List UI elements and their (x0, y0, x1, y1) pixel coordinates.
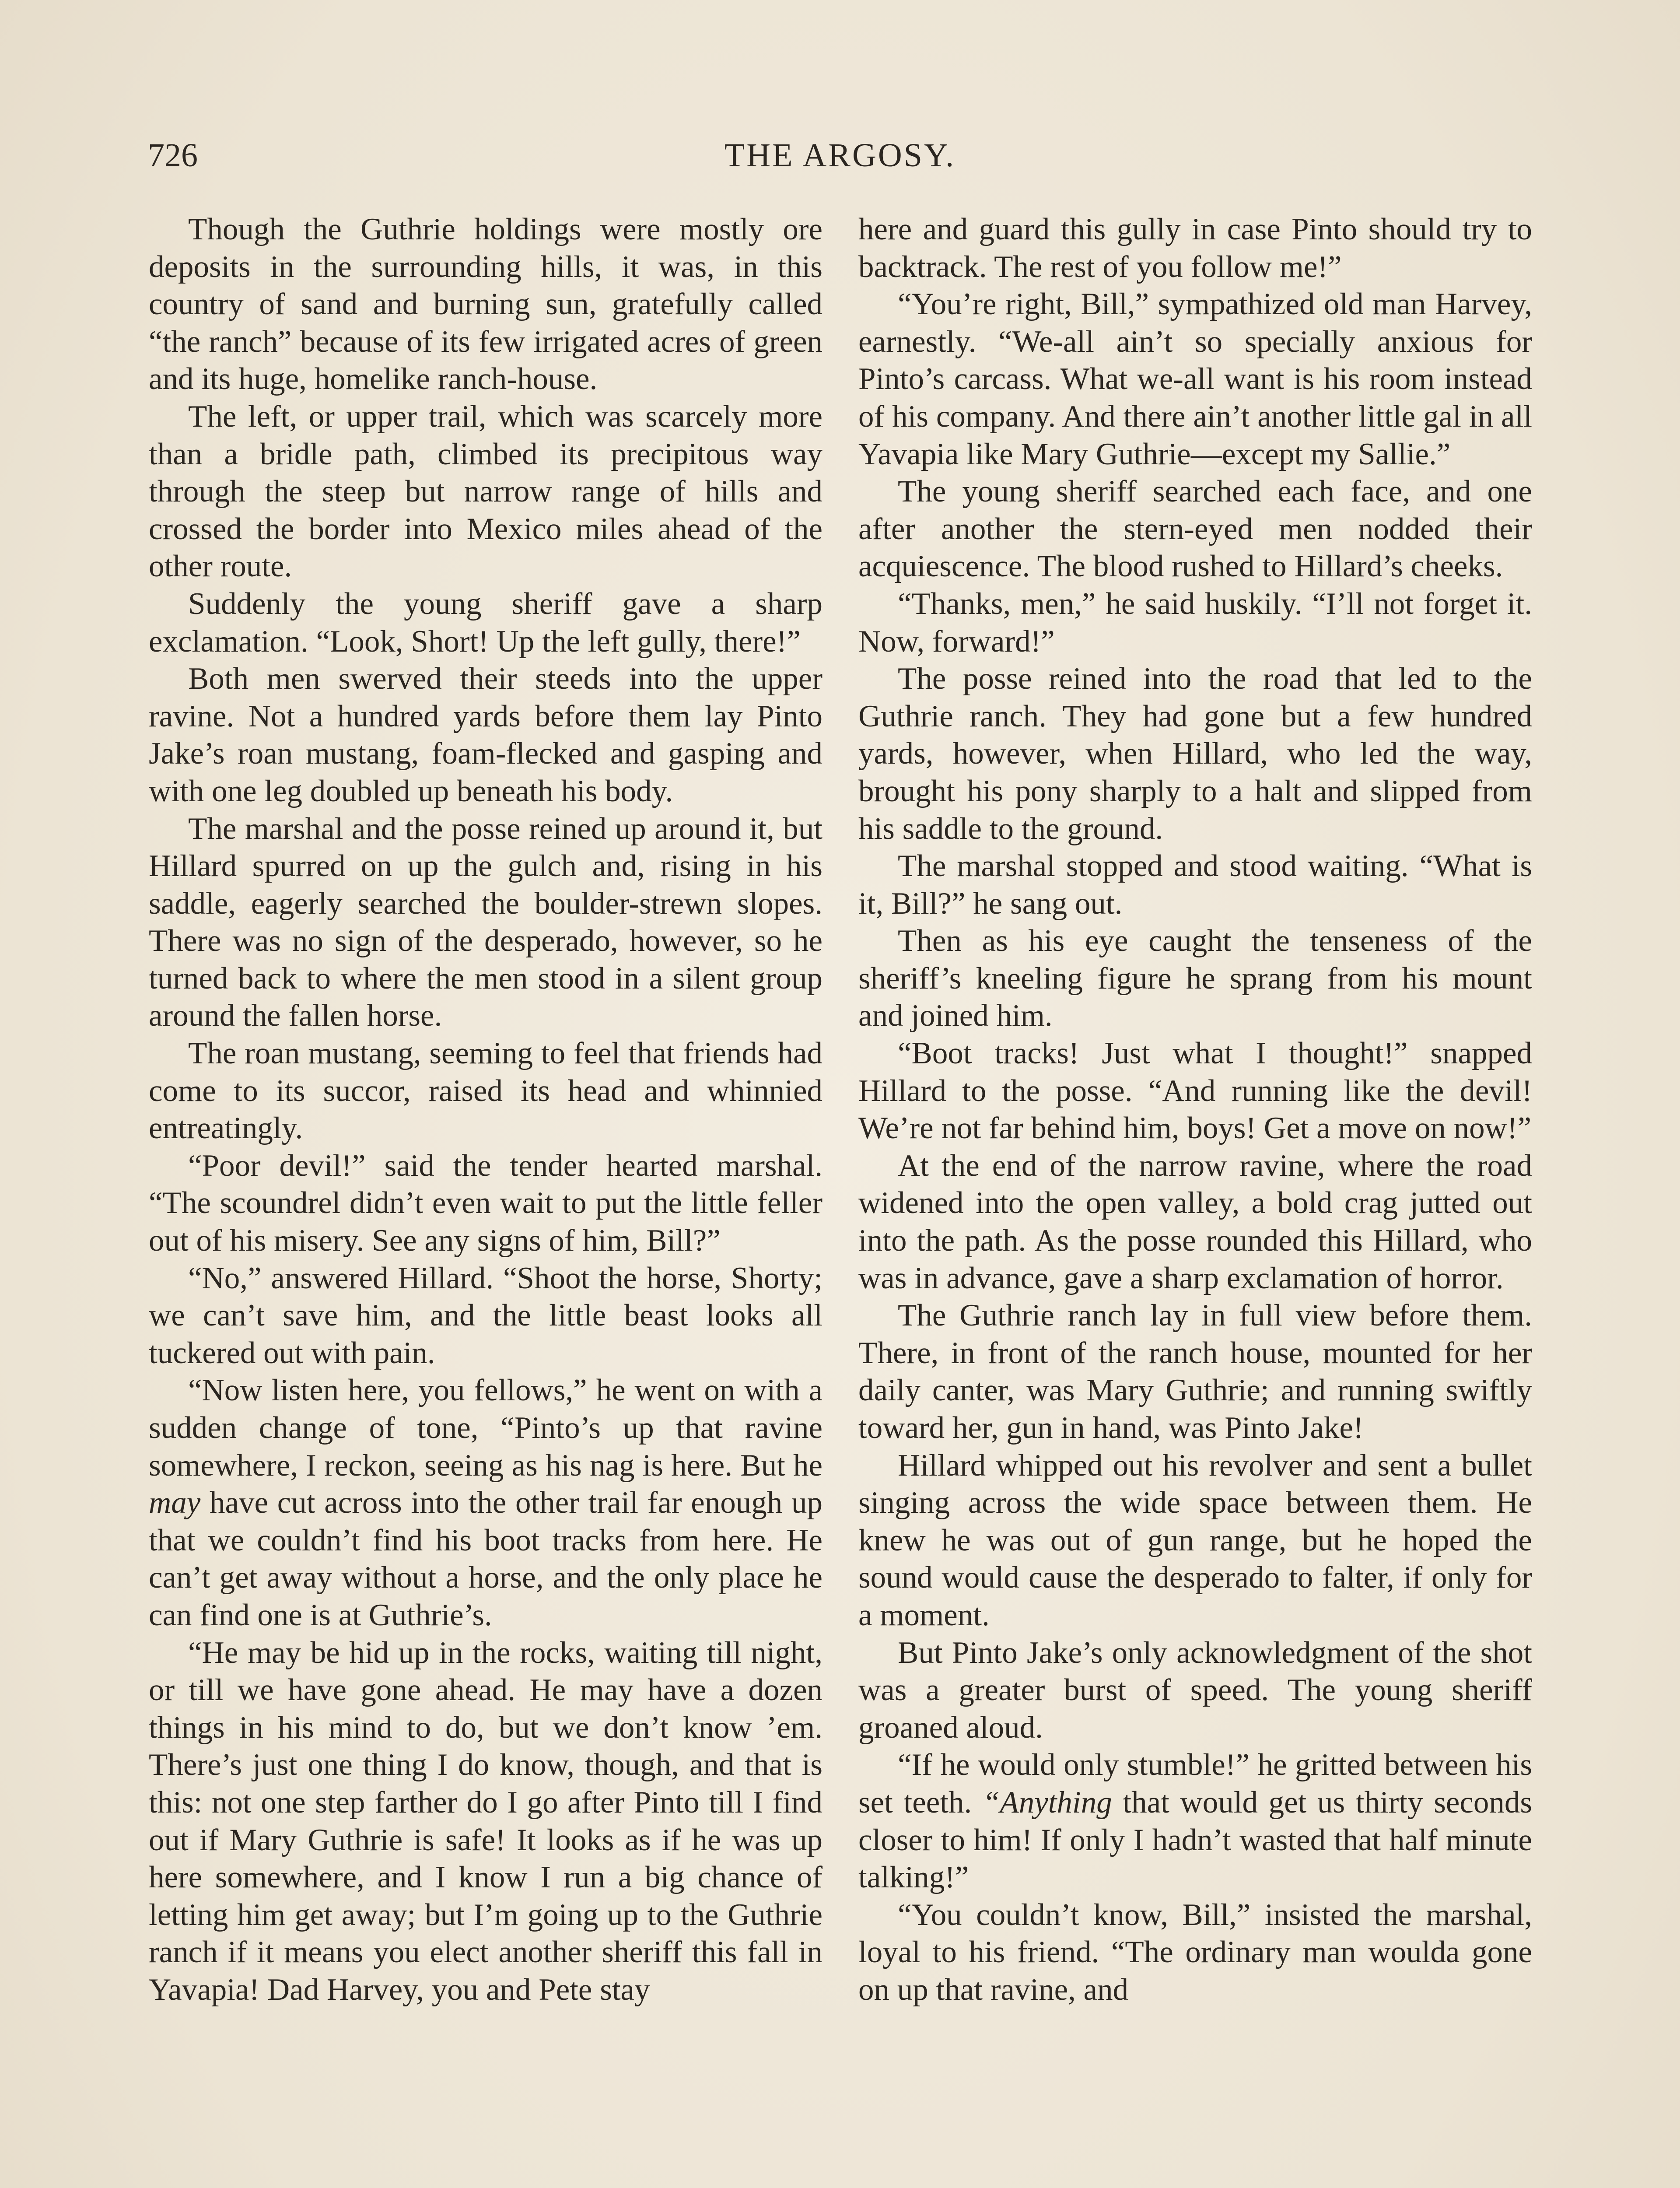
paragraph: “Boot tracks! Just what I thought!” snapped Hillard to the posse. “And running like the devil! We’re not far behind him, boys! Get a move on now!” (858, 1036, 1532, 1146)
page-number: 726 (148, 137, 198, 174)
paragraph: The marshal stopped and stood waiting. “What is it, Bill?” he sang out. (858, 849, 1532, 921)
paragraph-continued: here and guard this gully in case Pinto should try to backtrack. The rest of you follow me!” (858, 212, 1532, 284)
paragraph: But Pinto Jake’s only acknowledgment of the shot was a greater burst of speed. The young sheriff groaned aloud. (858, 1635, 1532, 1745)
paragraph: The Guthrie ranch lay in full view before them. There, in front of the ranch house, mounted for her daily canter, was Mary Guthrie; and running swiftly toward her, gun in hand, was Pinto Jake! (858, 1298, 1532, 1445)
paragraph: The posse reined into the road that led to the Guthrie ranch. They had gone but a few hundred yards, however, when Hillard, who led the way, brought his pony sharply to a halt and slipped from his saddle to the ground. (858, 662, 1532, 846)
paragraph: “Poor devil!” said the tender hearted marshal. “The scoundrel didn’t even wait to put the little feller out of his misery. See any signs of him, Bill?” (149, 1148, 822, 1258)
paragraph: The roan mustang, seeming to feel that friends had come to its succor, raised its head and whinnied entreatingly. (149, 1036, 822, 1146)
paragraph: The marshal and the posse reined up around it, but Hillard spurred on up the gulch and, rising in his saddle, eagerly searched the boulder-strewn slopes. There was no sign of the desperado, however, so he turned back to where the men stood in a silent group around the fallen horse. (149, 811, 822, 1033)
running-head: THE ARGOSY. (724, 137, 956, 174)
paragraph: Both men swerved their steeds into the upper ravine. Not a hundred yards before them lay Pinto Jake’s roan mustang, foam-flecked and gasping and with one leg doubled up beneath his body. (149, 662, 822, 808)
paragraph: “Thanks, men,” he said huskily. “I’ll not forget it. Now, forward!” (858, 586, 1532, 659)
paragraph: The left, or upper trail, which was scarcely more than a bridle path, climbed its precipitous way through the steep but narrow range of hills and crossed the border into Mexico miles ahead of the other route. (149, 399, 822, 584)
left-column (149, 211, 822, 2009)
paragraph: “You’re right, Bill,” sympathized old man Harvey, earnestly. “We-all ain’t so specially anxious for Pinto’s carcass. What we-all want is his room instead of his company. And there ain’t another little gal in all Yavapia like Mary Guthrie—except my Sallie.” (858, 287, 1532, 471)
paragraph: “No,” answered Hillard. “Shoot the horse, Shorty; we can’t save him, and the little beast looks all tuckered out with pain. (149, 1261, 822, 1370)
text-run: “Now listen here, you fellows,” he went on with a sudden change of tone, “Pinto’s up that ravine somewhere, I reckon, seeing as his nag is here. But he (149, 1373, 822, 1483)
right-column (858, 211, 1532, 2009)
italic-text: may (149, 1486, 201, 1520)
paragraph: Then as his eye caught the tenseness of the sheriff’s kneeling figure he sprang from his mount and joined him. (858, 924, 1532, 1033)
italic-text: “Anything (982, 1785, 1112, 1820)
text-run: that would get us thirty seconds closer to him! If only I hadn’t wasted that half minute talking!” (858, 1785, 1532, 1895)
paragraph: “He may be hid up in the rocks, waiting till night, or till we have gone ahead. He may have a dozen things in his mind to do, but we don’t know ’em. There’s just one thing I do know, though, and that is this: not one step farther do I go after Pinto till I find out if Mary Guthrie is safe! It looks as if he was up here somewhere, and I know I run a big chance of letting him get away; but I’m going up to the Guthrie ranch if it means you elect another sheriff this fall in Yavapia! Dad Harvey, you and Pete stay (149, 1635, 822, 2007)
paragraph (858, 1746, 1532, 1896)
paragraph: “You couldn’t know, Bill,” insisted the marshal, loyal to his friend. “The ordinary man woulda gone on up that ravine, and (858, 1897, 1532, 2007)
text-run: have cut across into the other trail far enough up that we couldn’t find his boot tracks from here. He can’t get away without a horse, and the only place he can find one is at Guthrie’s. (149, 1486, 822, 1632)
paragraph: At the end of the narrow ravine, where the road widened into the open valley, a bold crag jutted out into the path. As the posse rounded this Hillard, who was in advance, gave a sharp exclamation of horror. (858, 1148, 1532, 1295)
paragraph (149, 1372, 822, 1634)
paragraph: Hillard whipped out his revolver and sent a bullet singing across the wide space between them. He knew he was out of gun range, but he hoped the sound would cause the desperado to falter, if only for a moment. (858, 1448, 1532, 1632)
page-header (0, 133, 1680, 177)
paragraph: The young sheriff searched each face, and one after another the stern-eyed men nodded their acquiescence. The blood rushed to Hillard’s cheeks. (858, 474, 1532, 584)
paragraph: Suddenly the young sheriff gave a sharp exclamation. “Look, Short! Up the left gully, there!” (149, 586, 822, 659)
paragraph: Though the Guthrie holdings were mostly ore deposits in the surrounding hills, it was, in this country of sand and burning sun, gratefully called “the ranch” because of its few irrigated acres of green and its huge, homelike ranch-house. (149, 212, 822, 396)
text-run: “If he would only stumble!” he gritted between his set teeth. (858, 1748, 1532, 1820)
